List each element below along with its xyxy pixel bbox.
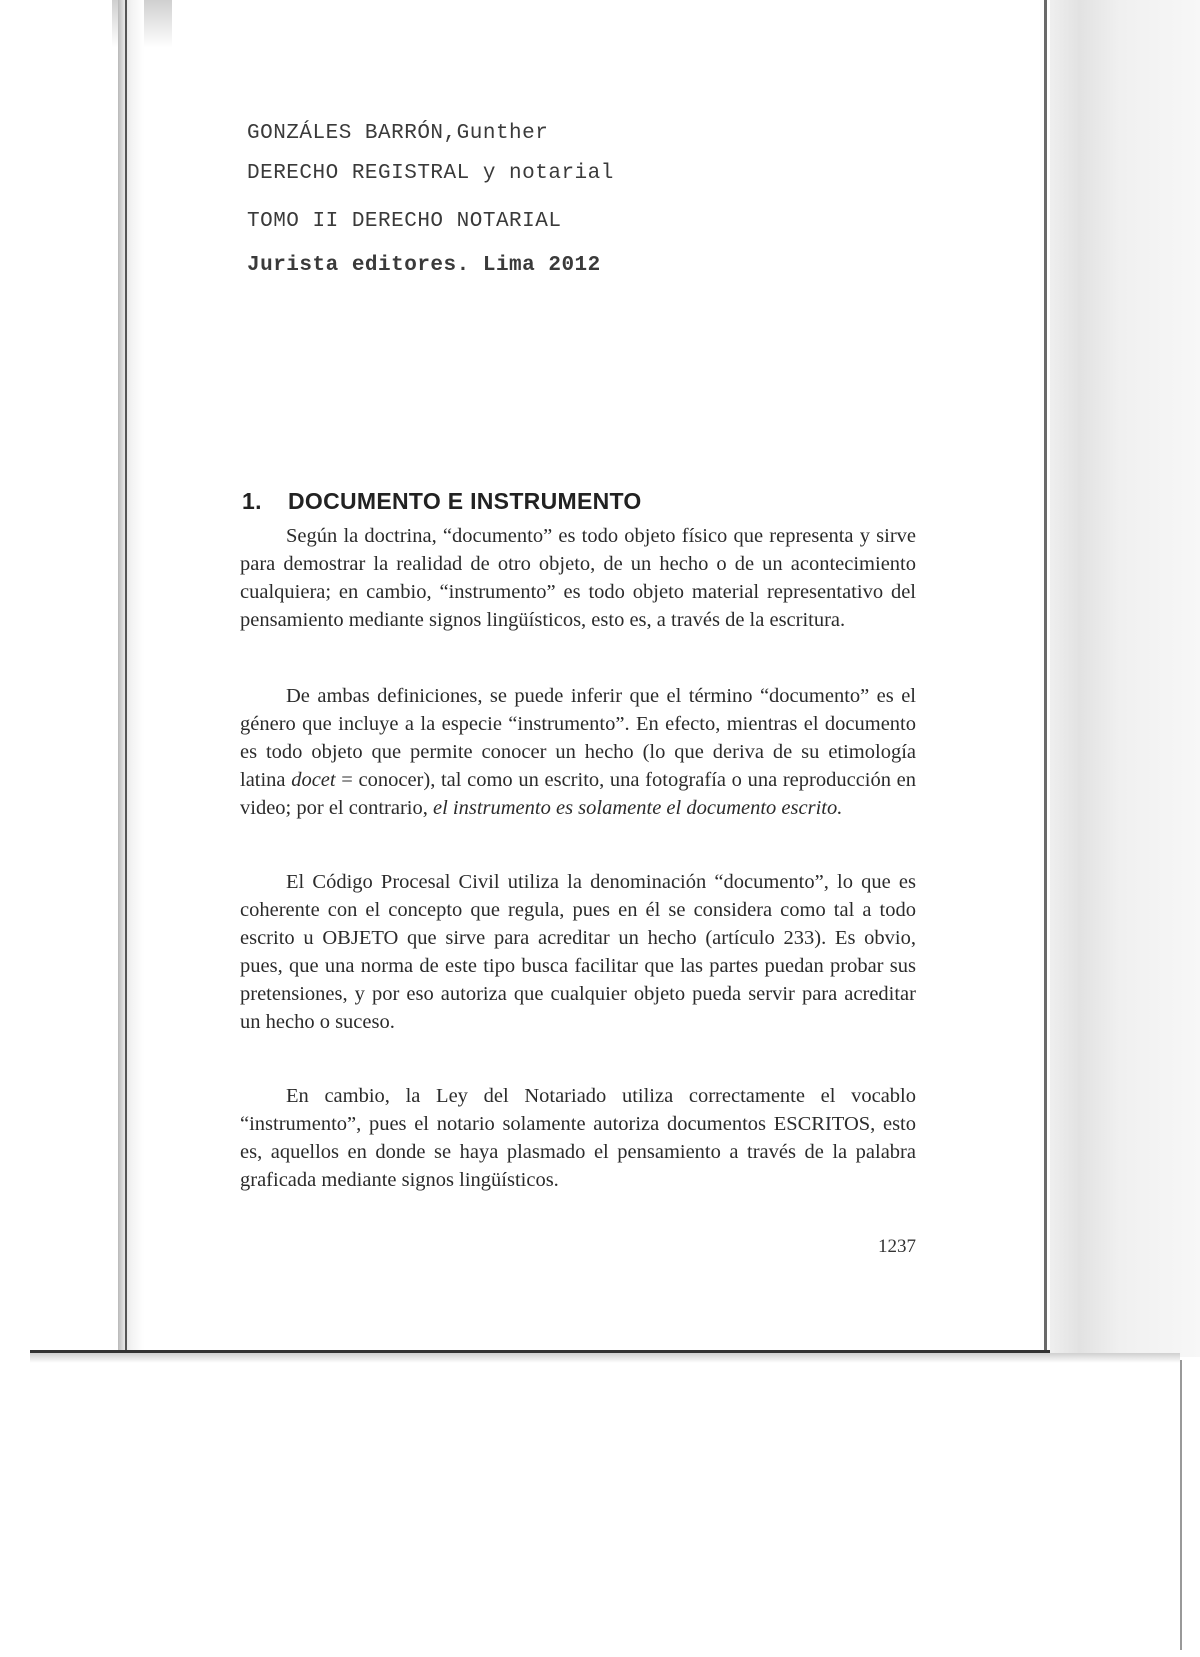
scan-edge-right-lower bbox=[1180, 1360, 1182, 1650]
scan-edge-bottom bbox=[30, 1350, 1050, 1353]
section-number: 1. bbox=[242, 488, 262, 514]
citation-publisher: Jurista editores. Lima 2012 bbox=[247, 254, 601, 277]
paragraph-2 bbox=[240, 682, 916, 822]
paragraph-2-part-a: De ambas definiciones, se puede inferir que el término “documento” es el género que incluye a la especie “instrumento”. En efecto, mientras el documento es todo objeto que permite conocer un hecho (lo que deriva de su etimología latina bbox=[240, 685, 916, 791]
citation-title: DERECHO REGISTRAL y notarial bbox=[247, 162, 614, 185]
citation-author: GONZÁLES BARRÓN,Gunther bbox=[247, 122, 549, 145]
section-title: DOCUMENTO E INSTRUMENTO bbox=[288, 488, 642, 514]
scan-shadow-right bbox=[1050, 0, 1200, 1357]
section-heading bbox=[242, 488, 642, 515]
paragraph-4: En cambio, la Ley del Notariado utiliza correctamente el vocablo “instrumento”, pues el notario solamente autoriza documentos ESCRITOS, esto es, aquellos en donde se haya plasmado el pensamiento a través de la palabra graficada mediante signos lingüísticos. bbox=[240, 1085, 916, 1191]
paragraph-2-part-b: = conocer), tal como un escrito, una fotografía o una reproducción en video; por el contrario, bbox=[240, 769, 916, 819]
paragraph-3: El Código Procesal Civil utiliza la denominación “documento”, lo que es coherente con el concepto que regula, pues en él se considera como tal a todo escrito u OBJETO que sirve para acreditar un hecho (artículo 233). Es obvio, pues, que una norma de este tipo busca facilitar que las partes puedan probar sus pretensiones, y por eso autoriza que cualquier objeto pueda servir para acreditar un hecho o suceso. bbox=[240, 871, 916, 1033]
paragraph-2-italic: el instrumento es solamente el documento escrito. bbox=[432, 797, 843, 819]
page-number: 1237 bbox=[878, 1236, 916, 1257]
paragraph-2-docet: docet bbox=[291, 769, 336, 791]
scan-shadow-bottom bbox=[30, 1353, 1180, 1363]
scan-shadow-left bbox=[118, 0, 144, 1352]
paragraph-1: Según la doctrina, “documento” es todo objeto físico que representa y sirve para demostrar la realidad de otro objeto, de un hecho o de un acontecimiento cualquiera; en cambio, “instrumento” es todo objeto material representativo del pensamiento mediante signos lingüísticos, esto es, a través de la escritura. bbox=[240, 525, 916, 631]
scan-edge-left bbox=[125, 0, 127, 1352]
citation-volume: TOMO II DERECHO NOTARIAL bbox=[247, 210, 562, 233]
scan-edge-right bbox=[1044, 0, 1047, 1360]
